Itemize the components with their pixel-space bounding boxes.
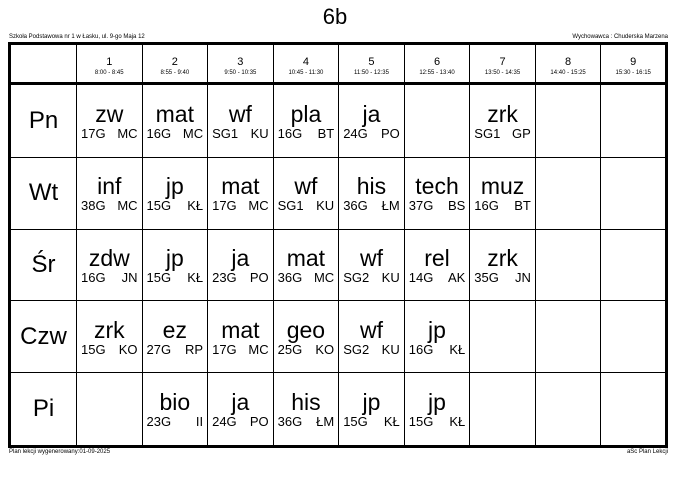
- lesson-subject: his: [291, 389, 321, 416]
- lesson-subject: wf: [294, 173, 318, 200]
- day-label: Czw: [10, 301, 77, 373]
- lesson-room: SG2: [343, 269, 370, 285]
- lesson-subject: wf: [228, 100, 252, 127]
- generated-date: Plan lekcji wygenerowany:01-09-2025: [9, 449, 111, 455]
- lesson-info: [405, 271, 470, 285]
- lesson-cell: [339, 157, 405, 229]
- period-header: [339, 44, 405, 84]
- period-header: [535, 44, 601, 84]
- period-header: [77, 44, 143, 84]
- lesson-info: [208, 199, 273, 213]
- lesson-teacher: JN: [121, 269, 138, 285]
- lesson-room: 38G: [81, 198, 106, 214]
- lesson-room: 17G: [212, 341, 237, 357]
- lesson-info: [405, 415, 470, 429]
- lesson-teacher: MC: [182, 125, 204, 141]
- period-time: 8:55 - 9:40: [160, 70, 190, 76]
- period-header: [404, 44, 470, 84]
- lesson-teacher: KŁ: [187, 198, 204, 214]
- lesson-info: [339, 199, 404, 213]
- lesson-info: [470, 127, 535, 141]
- period-header: [208, 44, 274, 84]
- lesson-info: [405, 199, 470, 213]
- lesson-info: [143, 271, 208, 285]
- lesson-teacher: BS: [447, 198, 466, 214]
- lesson-subject: mat: [155, 100, 194, 127]
- lesson-info: [208, 343, 273, 357]
- lesson-cell: [142, 301, 208, 373]
- lesson-subject: inf: [97, 173, 122, 200]
- lesson-teacher: KŁ: [187, 269, 204, 285]
- lesson-room: 16G: [277, 125, 303, 141]
- lesson-cell: [142, 84, 208, 158]
- lesson-room: 14G: [408, 269, 434, 285]
- lesson-subject: wf: [359, 244, 383, 271]
- lesson-cell: [601, 301, 667, 373]
- period-time: 13:50 - 14:35: [484, 70, 521, 76]
- lesson-info: [470, 271, 535, 285]
- lesson-cell: [77, 301, 143, 373]
- lesson-teacher: BT: [514, 198, 531, 214]
- lesson-room: 36G: [277, 414, 303, 430]
- lesson-teacher: KO: [118, 341, 138, 357]
- lesson-teacher: JN: [514, 269, 531, 285]
- lesson-cell: [273, 301, 339, 373]
- lesson-room: 15G: [81, 341, 106, 357]
- lesson-info: [274, 271, 339, 285]
- school-name: Szkoła Podstawowa nr 1 w Łasku, ul. 9-go Maja 12: [9, 34, 145, 40]
- lesson-info: [208, 415, 273, 429]
- lesson-teacher: KŁ: [449, 414, 466, 430]
- lesson-teacher: KŁ: [383, 414, 400, 430]
- lesson-room: 37G: [408, 198, 434, 214]
- lesson-room: 15G: [343, 414, 368, 430]
- lesson-subject: zdw: [88, 244, 130, 271]
- lesson-cell: [601, 229, 667, 301]
- lesson-cell: [535, 373, 601, 447]
- lesson-room: 23G: [146, 414, 172, 430]
- lesson-room: 27G: [146, 341, 172, 357]
- software-name: aSc Plan Lekcji: [626, 449, 668, 455]
- lesson-cell: [339, 229, 405, 301]
- lesson-subject: jp: [362, 389, 381, 416]
- lesson-cell: [535, 84, 601, 158]
- lesson-cell: [273, 229, 339, 301]
- day-label: Śr: [10, 229, 77, 301]
- lesson-teacher: KU: [316, 198, 335, 214]
- lesson-cell: [601, 373, 667, 447]
- lesson-info: [339, 127, 404, 141]
- lesson-info: [339, 343, 404, 357]
- period-time: 9:50 - 10:35: [224, 70, 257, 76]
- lesson-teacher: MC: [248, 341, 269, 357]
- lesson-subject: zrk: [93, 316, 125, 343]
- lesson-subject: tech: [415, 173, 459, 200]
- lesson-teacher: PO: [380, 125, 400, 141]
- lesson-info: [274, 415, 339, 429]
- lesson-teacher: MC: [313, 269, 335, 285]
- lesson-teacher: PO: [249, 414, 269, 430]
- lesson-teacher: MC: [117, 125, 138, 141]
- lesson-subject: bio: [159, 389, 191, 416]
- lesson-teacher: ŁM: [316, 414, 335, 430]
- day-row: [10, 157, 667, 229]
- lesson-cell: [404, 157, 470, 229]
- period-number: 4: [302, 56, 309, 68]
- lesson-cell: [77, 84, 143, 158]
- lesson-subject: jp: [428, 389, 446, 416]
- lesson-info: [143, 415, 208, 429]
- lesson-cell: [273, 157, 339, 229]
- day-label: Wt: [10, 157, 77, 229]
- class-title: 6b: [322, 4, 348, 29]
- lesson-info: [77, 343, 142, 357]
- lesson-subject: zrk: [487, 100, 518, 127]
- lesson-subject: ja: [362, 100, 381, 127]
- lesson-teacher: KŁ: [449, 341, 466, 357]
- period-header: [601, 44, 667, 84]
- lesson-cell: [77, 157, 143, 229]
- lesson-teacher: AK: [447, 269, 466, 285]
- lesson-subject: muz: [480, 173, 525, 200]
- period-time: 14:40 - 15:25: [550, 70, 586, 76]
- lesson-room: SG2: [343, 341, 370, 357]
- lesson-cell: [339, 84, 405, 158]
- lesson-teacher: RP: [185, 341, 204, 357]
- lesson-room: 16G: [146, 125, 172, 141]
- lesson-room: 35G: [474, 269, 499, 285]
- lesson-cell: [404, 229, 470, 301]
- lesson-subject: zw: [95, 100, 124, 127]
- lesson-subject: ja: [231, 244, 250, 271]
- lesson-cell: [208, 373, 274, 447]
- lesson-cell: [535, 301, 601, 373]
- lesson-teacher: KU: [381, 269, 400, 285]
- lesson-subject: pla: [290, 100, 322, 127]
- lesson-teacher: MC: [117, 198, 138, 214]
- period-header: [142, 44, 208, 84]
- lesson-cell: [470, 229, 536, 301]
- lesson-cell: [470, 157, 536, 229]
- lesson-info: [208, 271, 273, 285]
- day-row: [10, 373, 667, 447]
- class-teacher: Wychowawca : Chuderska Marzena: [572, 34, 668, 40]
- period-number: 5: [368, 56, 375, 68]
- header-corner: [10, 44, 77, 84]
- lesson-info: [339, 415, 404, 429]
- lesson-room: 15G: [408, 414, 434, 430]
- lesson-info: [470, 199, 535, 213]
- lesson-teacher: II: [195, 414, 204, 430]
- day-label: Pn: [10, 84, 77, 158]
- lesson-room: SG1: [277, 198, 304, 214]
- lesson-info: [143, 127, 208, 141]
- lesson-subject: ez: [162, 316, 187, 343]
- timetable: [8, 42, 668, 448]
- lesson-info: [143, 199, 208, 213]
- period-header: [273, 44, 339, 84]
- lesson-subject: ja: [231, 389, 250, 416]
- lesson-info: [77, 127, 142, 141]
- lesson-subject: his: [356, 173, 387, 200]
- lesson-room: 16G: [81, 269, 106, 285]
- lesson-teacher: KU: [381, 341, 400, 357]
- period-header: [470, 44, 536, 84]
- lesson-info: [274, 343, 339, 357]
- lesson-cell: [77, 229, 143, 301]
- lesson-room: 16G: [474, 198, 499, 214]
- period-time: 10:45 - 11:30: [288, 70, 324, 76]
- day-row: [10, 84, 667, 158]
- lesson-teacher: PO: [249, 269, 269, 285]
- lesson-subject: rel: [424, 244, 450, 271]
- lesson-info: [77, 199, 142, 213]
- lesson-subject: jp: [428, 316, 446, 343]
- period-time: 8:00 - 8:45: [94, 70, 124, 76]
- lesson-room: SG1: [212, 125, 239, 141]
- period-time: 11:50 - 12:35: [354, 70, 389, 76]
- lesson-room: 24G: [212, 414, 237, 430]
- lesson-cell: [339, 301, 405, 373]
- day-label: Pi: [10, 373, 77, 447]
- lesson-cell: [208, 84, 274, 158]
- lesson-room: 17G: [81, 125, 106, 141]
- period-number: 6: [433, 56, 441, 68]
- period-time: 15:30 - 16:15: [615, 70, 651, 76]
- lesson-cell: [142, 157, 208, 229]
- lesson-cell: [601, 84, 667, 158]
- lesson-cell: [404, 301, 470, 373]
- period-number: 2: [171, 56, 178, 68]
- lesson-info: [274, 199, 339, 213]
- lesson-room: 24G: [343, 125, 368, 141]
- lesson-info: [77, 271, 142, 285]
- day-row: [10, 301, 667, 373]
- period-number: 3: [237, 56, 244, 68]
- lesson-subject: zrk: [487, 244, 518, 271]
- lesson-room: 15G: [146, 269, 172, 285]
- lesson-cell: [535, 229, 601, 301]
- lesson-cell: [273, 373, 339, 447]
- lesson-cell: [77, 373, 143, 447]
- lesson-room: SG1: [474, 125, 501, 141]
- lesson-cell: [535, 157, 601, 229]
- lesson-teacher: ŁM: [381, 198, 400, 214]
- lesson-cell: [404, 84, 470, 158]
- lesson-subject: jp: [165, 244, 184, 271]
- lesson-cell: [142, 229, 208, 301]
- lesson-teacher: KO: [315, 341, 335, 357]
- lesson-info: [143, 343, 208, 357]
- lesson-subject: geo: [286, 316, 326, 343]
- lesson-cell: [601, 157, 667, 229]
- lesson-cell: [470, 84, 536, 158]
- lesson-cell: [208, 229, 274, 301]
- lesson-cell: [208, 301, 274, 373]
- lesson-subject: jp: [165, 173, 184, 200]
- lesson-cell: [339, 373, 405, 447]
- lesson-room: 23G: [212, 269, 237, 285]
- lesson-room: 17G: [212, 198, 237, 214]
- lesson-teacher: KU: [250, 125, 269, 141]
- lesson-info: [339, 271, 404, 285]
- lesson-room: 16G: [408, 341, 434, 357]
- lesson-subject: wf: [359, 316, 383, 343]
- lesson-cell: [404, 373, 470, 447]
- lesson-cell: [142, 373, 208, 447]
- lesson-teacher: GP: [512, 125, 531, 141]
- lesson-cell: [208, 157, 274, 229]
- period-number: 1: [106, 56, 113, 68]
- lesson-room: 25G: [277, 341, 303, 357]
- period-number: 9: [630, 56, 637, 68]
- lesson-subject: mat: [286, 244, 326, 271]
- lesson-info: [208, 127, 273, 141]
- lesson-cell: [470, 301, 536, 373]
- lesson-room: 15G: [146, 198, 172, 214]
- lesson-room: 36G: [277, 269, 303, 285]
- lesson-info: [405, 343, 470, 357]
- period-header-row: [10, 44, 667, 84]
- lesson-cell: [273, 84, 339, 158]
- period-number: 7: [499, 56, 506, 68]
- period-time: 12:55 - 13:40: [419, 70, 455, 76]
- lesson-teacher: BT: [317, 125, 335, 141]
- day-row: [10, 229, 667, 301]
- lesson-subject: mat: [221, 173, 260, 200]
- lesson-teacher: MC: [248, 198, 269, 214]
- lesson-subject: mat: [221, 316, 260, 343]
- lesson-cell: [470, 373, 536, 447]
- lesson-info: [274, 127, 339, 141]
- period-number: 8: [565, 56, 572, 68]
- lesson-room: 36G: [343, 198, 368, 214]
